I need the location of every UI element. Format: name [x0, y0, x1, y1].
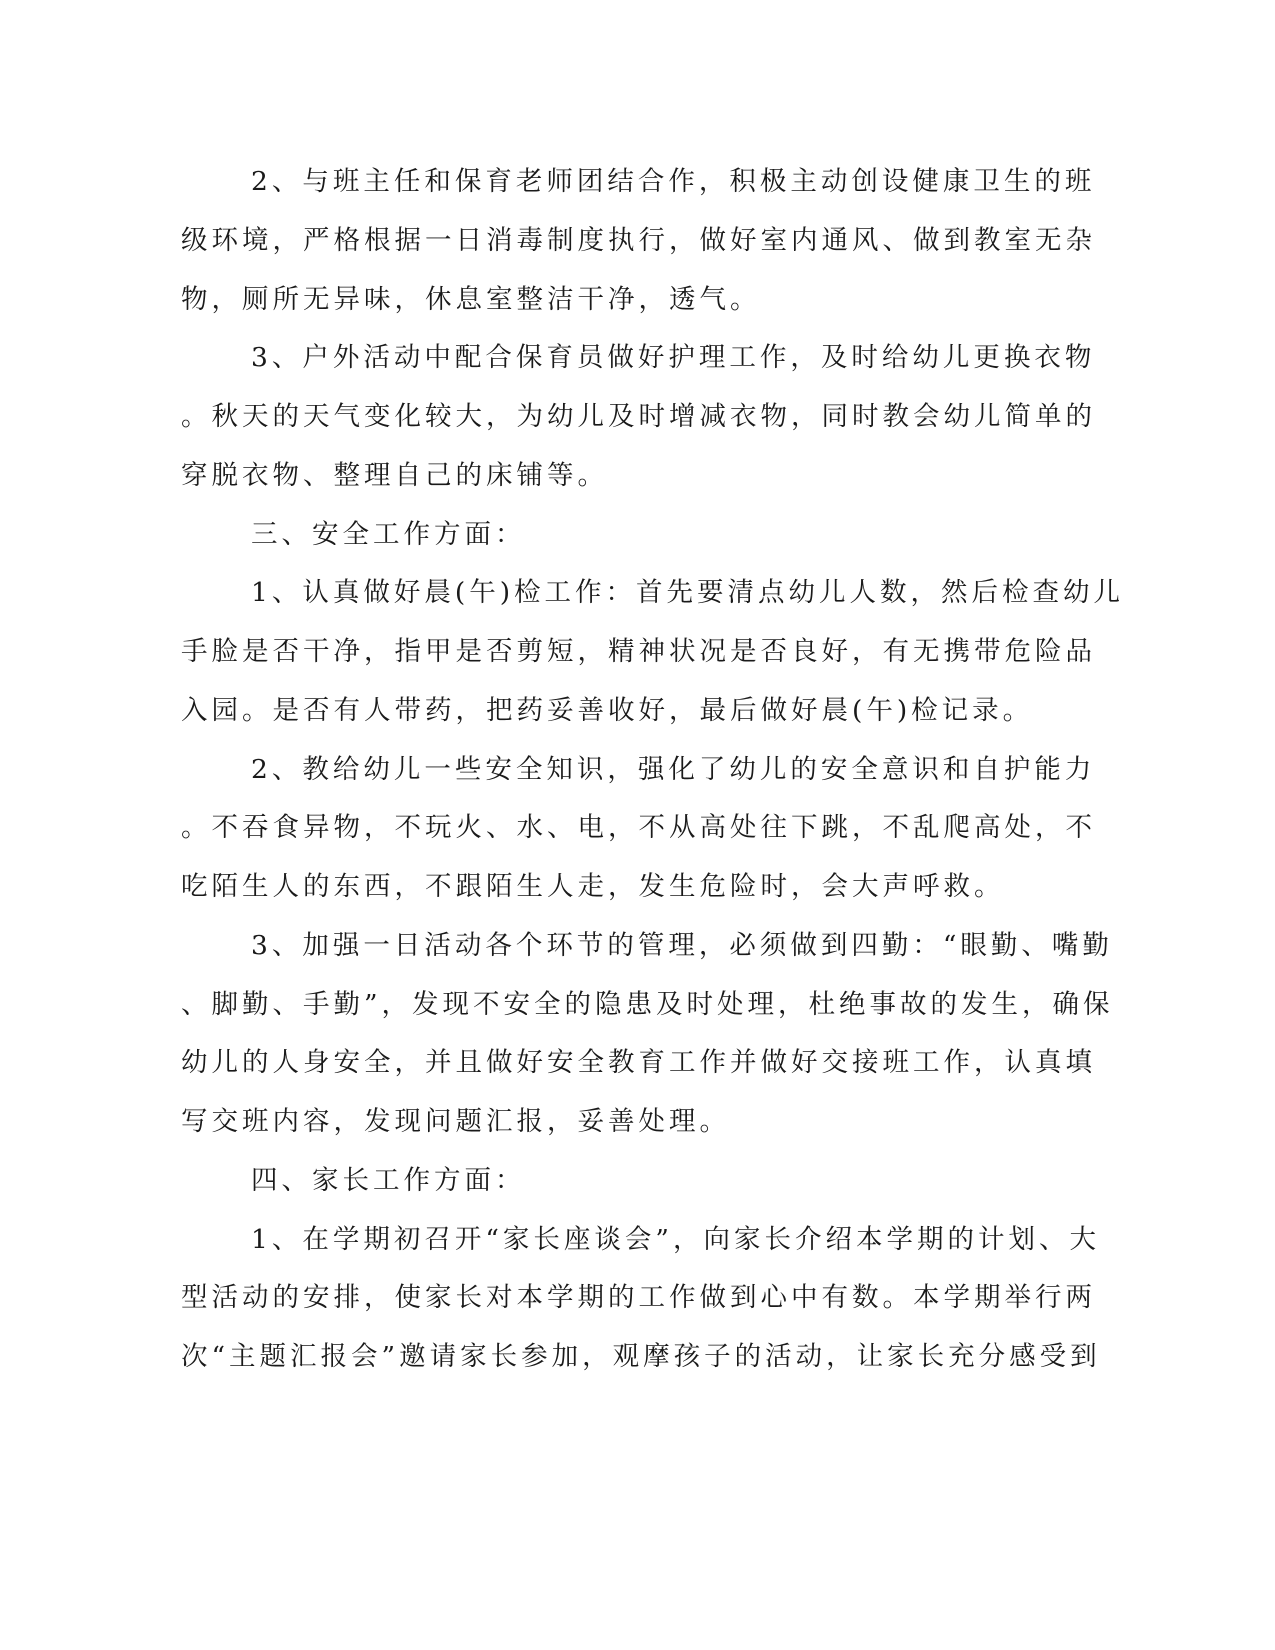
- paragraph-line: 吃陌生人的东西，不跟陌生人走，发生危险时，会大声呼救。: [181, 871, 1005, 902]
- paragraph-line: 幼儿的人身安全，并且做好安全教育工作并做好交接班工作，认真填: [181, 1047, 1096, 1078]
- section-heading: 四、家长工作方面：: [251, 1165, 526, 1196]
- paragraph-line: 穿脱衣物、整理自己的床铺等。: [181, 460, 608, 491]
- paragraph-line: 手脸是否干净，指甲是否剪短，精神状况是否良好，有无携带危险品: [181, 636, 1096, 667]
- paragraph-line: 1、在学期初召开“家长座谈会”，向家长介绍本学期的计划、大: [251, 1224, 1100, 1255]
- paragraph-line: 写交班内容，发现问题汇报，妥善处理。: [181, 1106, 730, 1137]
- paragraph-line: 级环境，严格根据一日消毒制度执行，做好室内通风、做到教室无杂: [181, 225, 1096, 256]
- paragraph-line: 2、教给幼儿一些安全知识，强化了幼儿的安全意识和自护能力: [251, 754, 1096, 785]
- paragraph-line: 3、加强一日活动各个环节的管理，必须做到四勤：“眼勤、嘴勤: [251, 930, 1113, 961]
- paragraph-line: 型活动的安排，使家长对本学期的工作做到心中有数。本学期举行两: [181, 1282, 1096, 1313]
- paragraph-line: 次“主题汇报会”邀请家长参加，观摩孩子的活动，让家长充分感受到: [181, 1341, 1101, 1372]
- paragraph-line: 2、与班主任和保育老师团结合作，积极主动创设健康卫生的班: [251, 166, 1096, 197]
- paragraph-line: 1、认真做好晨(午)检工作：首先要清点幼儿人数，然后检查幼儿: [251, 577, 1125, 608]
- paragraph-line: 。秋天的天气变化较大，为幼儿及时增减衣物，同时教会幼儿简单的: [181, 401, 1096, 432]
- section-heading: 三、安全工作方面：: [251, 519, 526, 550]
- paragraph-line: 物，厕所无异味，休息室整洁干净，透气。: [181, 284, 761, 315]
- paragraph-line: 入园。是否有人带药，把药妥善收好，最后做好晨(午)检记录。: [181, 695, 1034, 726]
- paragraph-line: 。不吞食异物，不玩火、水、电，不从高处往下跳，不乱爬高处，不: [181, 812, 1096, 843]
- paragraph-line: 、脚勤、手勤”，发现不安全的隐患及时处理，杜绝事故的发生，确保: [181, 989, 1114, 1020]
- paragraph-line: 3、户外活动中配合保育员做好护理工作，及时给幼儿更换衣物: [251, 342, 1096, 373]
